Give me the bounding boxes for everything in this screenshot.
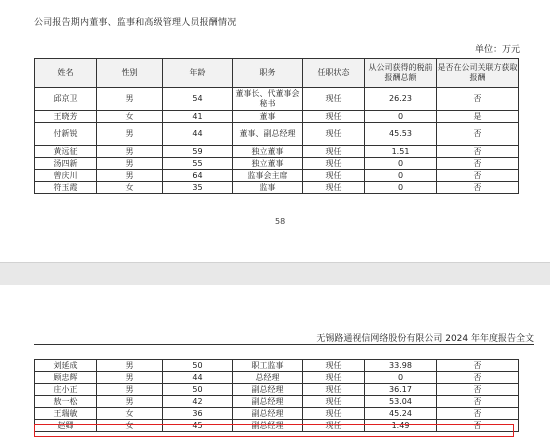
unit-label: 单位：万元 <box>474 45 520 55</box>
table-caption: 公司报告期内董事、监事和高级管理人员报酬情况 <box>34 18 237 28</box>
table-row <box>35 360 519 372</box>
cell-name: 汤四新 <box>35 158 97 170</box>
cell-age: 44 <box>163 372 233 384</box>
cell-related-pay: 否 <box>437 146 519 158</box>
cell-age: 55 <box>163 158 233 170</box>
cell-age: 54 <box>163 88 233 111</box>
page-separator <box>0 262 550 286</box>
cell-status: 现任 <box>303 88 365 111</box>
table-row <box>35 384 519 396</box>
cell-gender: 男 <box>97 158 163 170</box>
cell-position: 副总经理 <box>233 408 303 420</box>
cell-gender: 男 <box>97 170 163 182</box>
cell-gender: 男 <box>97 88 163 111</box>
cell-status: 现任 <box>303 360 365 372</box>
table-row <box>35 182 519 194</box>
cell-related-pay: 否 <box>437 170 519 182</box>
cell-status: 现任 <box>303 384 365 396</box>
cell-age: 59 <box>163 146 233 158</box>
cell-pay: 36.17 <box>365 384 437 396</box>
cell-position: 董事、副总经理 <box>233 123 303 146</box>
cell-related-pay: 否 <box>437 408 519 420</box>
header-status: 任职状态 <box>303 59 365 88</box>
cell-status: 现任 <box>303 420 365 432</box>
header-position: 职务 <box>233 59 303 88</box>
cell-status: 现任 <box>303 408 365 420</box>
cell-position: 总经理 <box>233 372 303 384</box>
cell-pay: 1.51 <box>365 146 437 158</box>
header-related-pay: 是否在公司关联方获取报酬 <box>437 59 519 88</box>
cell-age: 50 <box>163 360 233 372</box>
cell-gender: 女 <box>97 408 163 420</box>
cell-position: 职工监事 <box>233 360 303 372</box>
table-row <box>35 372 519 384</box>
cell-status: 现任 <box>303 182 365 194</box>
header-name: 姓名 <box>35 59 97 88</box>
cell-position: 独立董事 <box>233 146 303 158</box>
cell-age: 41 <box>163 111 233 123</box>
table-row <box>35 408 519 420</box>
table-row <box>35 396 519 408</box>
page-number: 58 <box>275 217 286 226</box>
cell-pay: 26.23 <box>365 88 437 111</box>
cell-name: 王瑞敏 <box>35 408 97 420</box>
cell-gender: 男 <box>97 384 163 396</box>
cell-name: 付新锐 <box>35 123 97 146</box>
table-row <box>35 158 519 170</box>
cell-pay: 0 <box>365 372 437 384</box>
cell-related-pay: 否 <box>437 182 519 194</box>
cell-position: 董事 <box>233 111 303 123</box>
cell-status: 现任 <box>303 372 365 384</box>
cell-age: 50 <box>163 384 233 396</box>
cell-gender: 男 <box>97 396 163 408</box>
table-row-highlighted <box>35 420 519 432</box>
cell-gender: 男 <box>97 360 163 372</box>
cell-position: 监事会主席 <box>233 170 303 182</box>
cell-status: 现任 <box>303 111 365 123</box>
cell-gender: 男 <box>97 123 163 146</box>
cell-related-pay: 否 <box>437 158 519 170</box>
cell-name: 庄小正 <box>35 384 97 396</box>
table-header-row <box>35 59 519 88</box>
cell-related-pay: 否 <box>437 372 519 384</box>
cell-pay: 45.53 <box>365 123 437 146</box>
cell-gender: 女 <box>97 420 163 432</box>
cell-related-pay: 否 <box>437 396 519 408</box>
cell-name: 敖一松 <box>35 396 97 408</box>
table-row <box>35 170 519 182</box>
cell-age: 35 <box>163 182 233 194</box>
cell-name: 曾庆川 <box>35 170 97 182</box>
cell-age: 64 <box>163 170 233 182</box>
cell-age: 44 <box>163 123 233 146</box>
cell-position: 董事长、代董事会秘书 <box>233 88 303 111</box>
cell-gender: 男 <box>97 146 163 158</box>
cell-name: 黄远征 <box>35 146 97 158</box>
cell-age: 42 <box>163 396 233 408</box>
cell-pay: 0 <box>365 170 437 182</box>
cell-status: 现任 <box>303 396 365 408</box>
cell-status: 现任 <box>303 158 365 170</box>
header-age: 年龄 <box>163 59 233 88</box>
cell-name: 符玉霞 <box>35 182 97 194</box>
cell-status: 现任 <box>303 123 365 146</box>
cell-position: 副总经理 <box>233 420 303 432</box>
cell-name: 赵卿 <box>35 420 97 432</box>
table-row <box>35 111 519 123</box>
cell-pay: 53.04 <box>365 396 437 408</box>
cell-name: 王晓芳 <box>35 111 97 123</box>
cell-name: 邱京卫 <box>35 88 97 111</box>
report-page-59 <box>0 285 550 440</box>
cell-related-pay: 否 <box>437 123 519 146</box>
cell-pay: 33.98 <box>365 360 437 372</box>
cell-pay: 0 <box>365 111 437 123</box>
cell-pay: 1.49 <box>365 420 437 432</box>
cell-related-pay: 否 <box>437 360 519 372</box>
cell-related-pay: 否 <box>437 88 519 111</box>
cell-age: 45 <box>163 420 233 432</box>
cell-name: 顾忠辉 <box>35 372 97 384</box>
header-gender: 性别 <box>97 59 163 88</box>
cell-position: 监事 <box>233 182 303 194</box>
cell-name: 刘延成 <box>35 360 97 372</box>
table-row <box>35 146 519 158</box>
cell-pay: 0 <box>365 182 437 194</box>
table-row <box>35 123 519 146</box>
header-rule <box>34 344 534 345</box>
cell-position: 独立董事 <box>233 158 303 170</box>
cell-gender: 男 <box>97 372 163 384</box>
compensation-table <box>34 58 519 194</box>
cell-position: 副总经理 <box>233 396 303 408</box>
table-row <box>35 88 519 111</box>
cell-status: 现任 <box>303 170 365 182</box>
cell-related-pay: 是 <box>437 111 519 123</box>
cell-pay: 45.24 <box>365 408 437 420</box>
compensation-table-continued <box>34 359 519 432</box>
cell-gender: 女 <box>97 111 163 123</box>
running-header: 无锡路通视信网络股份有限公司 2024 年年度报告全文 <box>316 334 534 344</box>
cell-position: 副总经理 <box>233 384 303 396</box>
cell-related-pay: 否 <box>437 420 519 432</box>
cell-related-pay: 否 <box>437 384 519 396</box>
cell-pay: 0 <box>365 158 437 170</box>
cell-age: 36 <box>163 408 233 420</box>
header-pay: 从公司获得的税前报酬总额 <box>365 59 437 88</box>
cell-status: 现任 <box>303 146 365 158</box>
cell-gender: 女 <box>97 182 163 194</box>
